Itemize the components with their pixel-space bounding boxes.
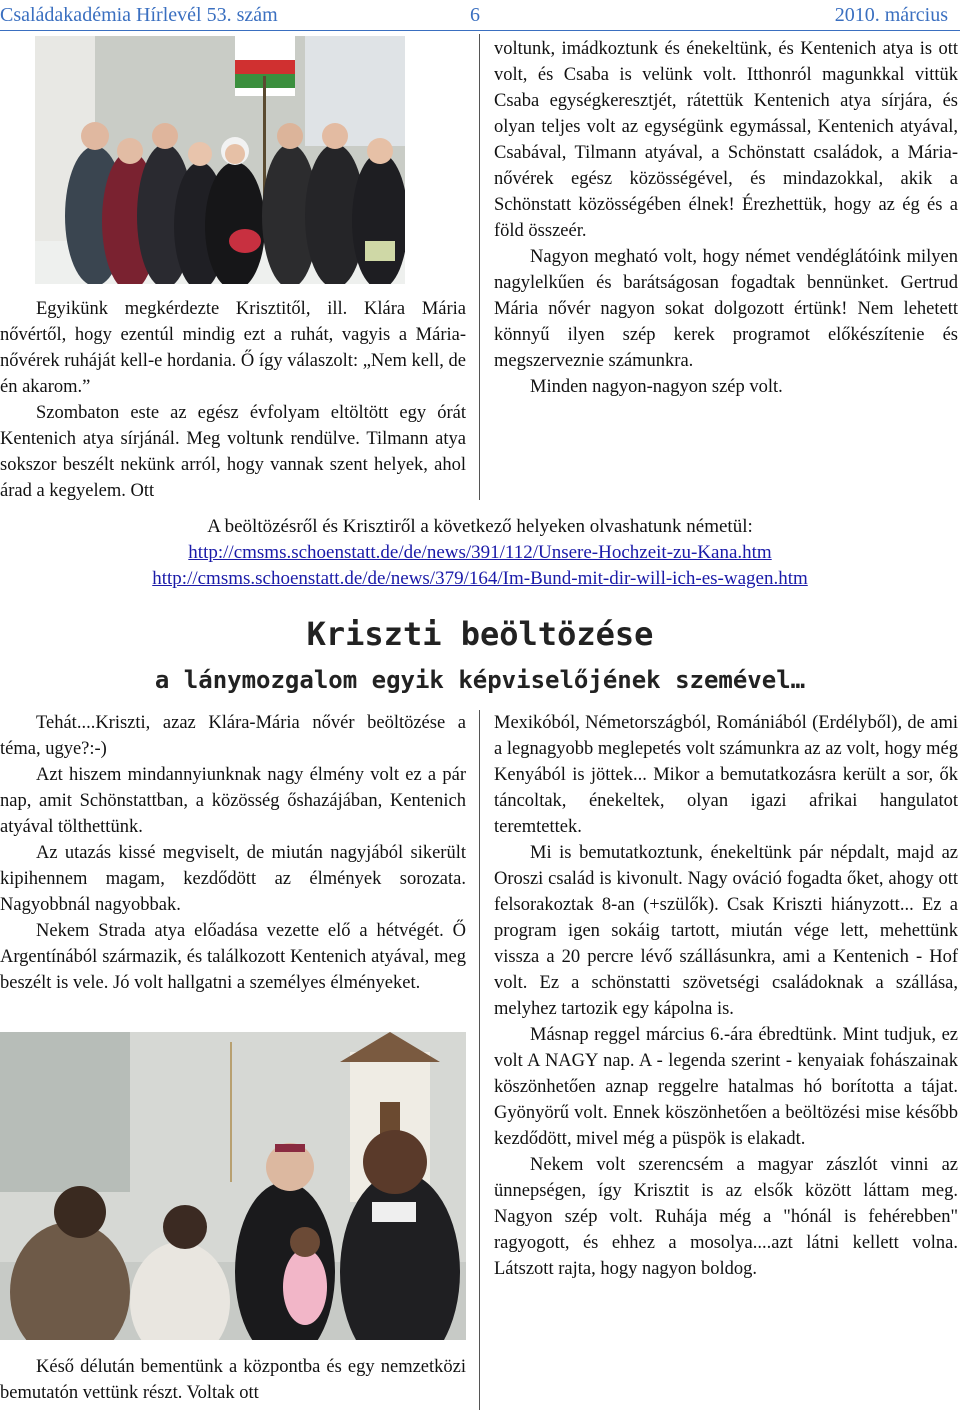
bishop-photo-image [0,1032,466,1340]
article-title: Kriszti beöltözése [306,615,654,653]
group-photo-image [35,36,405,284]
paragraph: Másnap reggel március 6.-ára ébredtünk. Mint tudjuk, ez volt A NAGY nap. A - legenda szerint - kenyaiak fohászainak köszönhetően aznap reggelre hatalmas hó borította a tájat. Gyönyörű volt. Ennek köszönhetően a beöltözési mise később kezdődött, mivel még a püspök is elakadt. [494,1025,958,1149]
top-right-column [494,36,958,400]
source-link-1[interactable]: http://cmsms.schoenstatt.de/de/news/391/112/Unsere-Hochzeit-zu-Kana.htm [188,542,772,563]
newsletter-title: Családakadémia Hírlevél 53. szám [0,4,278,26]
bottom-right-column [494,710,958,1282]
top-left-column [0,296,466,504]
paragraph: Tehát....Kriszti, azaz Klára-Mária nővér beöltözése a téma, ugye?:-) [0,713,466,759]
paragraph: Mi is bemutatkoztunk, énekeltünk pár népdalt, majd az Oroszi család is kivonult. Nagy ováció fogadta őket, ahogy ott felsorakoztak 8-an (+szülők). Csak Kriszti hiányzott... Ez a program igen sokáig tartott, miután vége lett, mehettünk vissza a 20 percre lévő szállásunkra, ami a Kentenich - Hof volt. Ez a schönstatti szövetségi családoknak a szállása, melyhez tartozik egy kápolna is. [494,843,958,1019]
group-photo [35,36,405,284]
page-number: 6 [470,4,480,26]
sources-intro: A beöltözésről és Krisztiről a következő helyeken olvashatunk németül: [207,516,753,537]
paragraph: Szombaton este az egész évfolyam eltöltött egy órát Kentenich atya sírjánál. Meg voltunk rendülve. Tilmann atya sokszor beszélt nekünk arról, hogy vannak szent helyek, ahol árad a kegyelem. Ott [0,403,466,501]
paragraph: Egyikünk megkérdezte Krisztitől, ill. Klára Mária nővértől, hogy ezentúl mindig ezt a ruhát, vagyis a Mária-nővérek ruháját kell-e hordania. Ő így válaszolt: „Nem kell, de én akarom.” [0,299,466,397]
paragraph: Késő délután bementünk a központba és egy nemzetközi bemutatón vettünk részt. Voltak ott [0,1357,466,1403]
bottom-left-after-photo [0,1354,466,1406]
issue-date: 2010. március [834,4,948,26]
header-rule [0,30,960,31]
paragraph: Az utazás kissé megviselt, de miután nagyjából sikerült kipihennem magam, kezdődött az élmények sorozata. Nagyobbnál nagyobbak. [0,843,466,915]
paragraph: voltunk, imádkoztunk és énekeltünk, és Kentenich atya is ott volt, és Csaba is velünk volt. Itthonról magunkkal vittük Csaba egységkeresztjét, rátettük Kentenich atya sírjára, és olyan teljes volt az egységünk egymással, Kentenich atyával, Csabával, Tilmann atyával, a Schönstatt családok, a Mária-nővérek egész közösségével, és mindazokkal, akik a Schönstatt közösségében élnek! Érezhettük, hogy az ég és a föld összeér. [494,39,958,241]
column-divider [479,710,480,1410]
source-link-2[interactable]: http://cmsms.schoenstatt.de/de/news/379/164/Im-Bund-mit-dir-will-ich-es-wagen.htm [152,568,808,589]
article-subtitle: a lánymozgalom egyik képviselőjének szemével… [154,666,806,694]
newsletter-header [0,0,960,30]
paragraph: Nekem Strada atya előadása vezette elő a hétvégét. Ő Argentínából származik, és találkozott Kentenich atyával, meg beszélt is vele. Jó volt hallgatni a személyes élményeket. [0,921,466,993]
paragraph: Minden nagyon-nagyon szép volt. [530,377,783,397]
paragraph: Azt hiszem mindannyiunknak nagy élmény volt ez a pár nap, amit Schönstattban, a közösség őshazájában, Kentenich atyával tölthettünk. [0,765,466,837]
bottom-left-column [0,710,466,996]
paragraph: Nekem volt szerencsém a magyar zászlót vinni az ünnepségen, így Krisztit is az elsők között láttam meg. Nagyon szép volt. Ruhája még a "hónál is fehérebben" ragyogott, és ehhez a mosolya....azt látni kellett volna. Látszott rajta, hogy nagyon boldog. [494,1155,958,1279]
bishop-photo [0,1032,466,1340]
paragraph: Mexikóból, Németországból, Romániából (Erdélyből), de ami a legnagyobb meglepetés volt számunkra az az volt, hogy még Kenyából is jöttek... Mikor a bemutatkozásra került a sor, ők táncoltak, énekeltek, olyan igazi afrikai hangulatot teremtettek. [494,713,958,837]
column-divider [479,34,480,500]
paragraph: Nagyon megható volt, hogy német vendéglátóink milyen nagylelkűen és barátságosan fogadtak bennünket. Gertrud Mária nővér nagyon sokat dolgozott értünk! Nem lehetett könnyű ilyen szép kerek programot előkészítenie és megszerveznie számunkra. [494,247,958,371]
german-sources [0,514,960,592]
